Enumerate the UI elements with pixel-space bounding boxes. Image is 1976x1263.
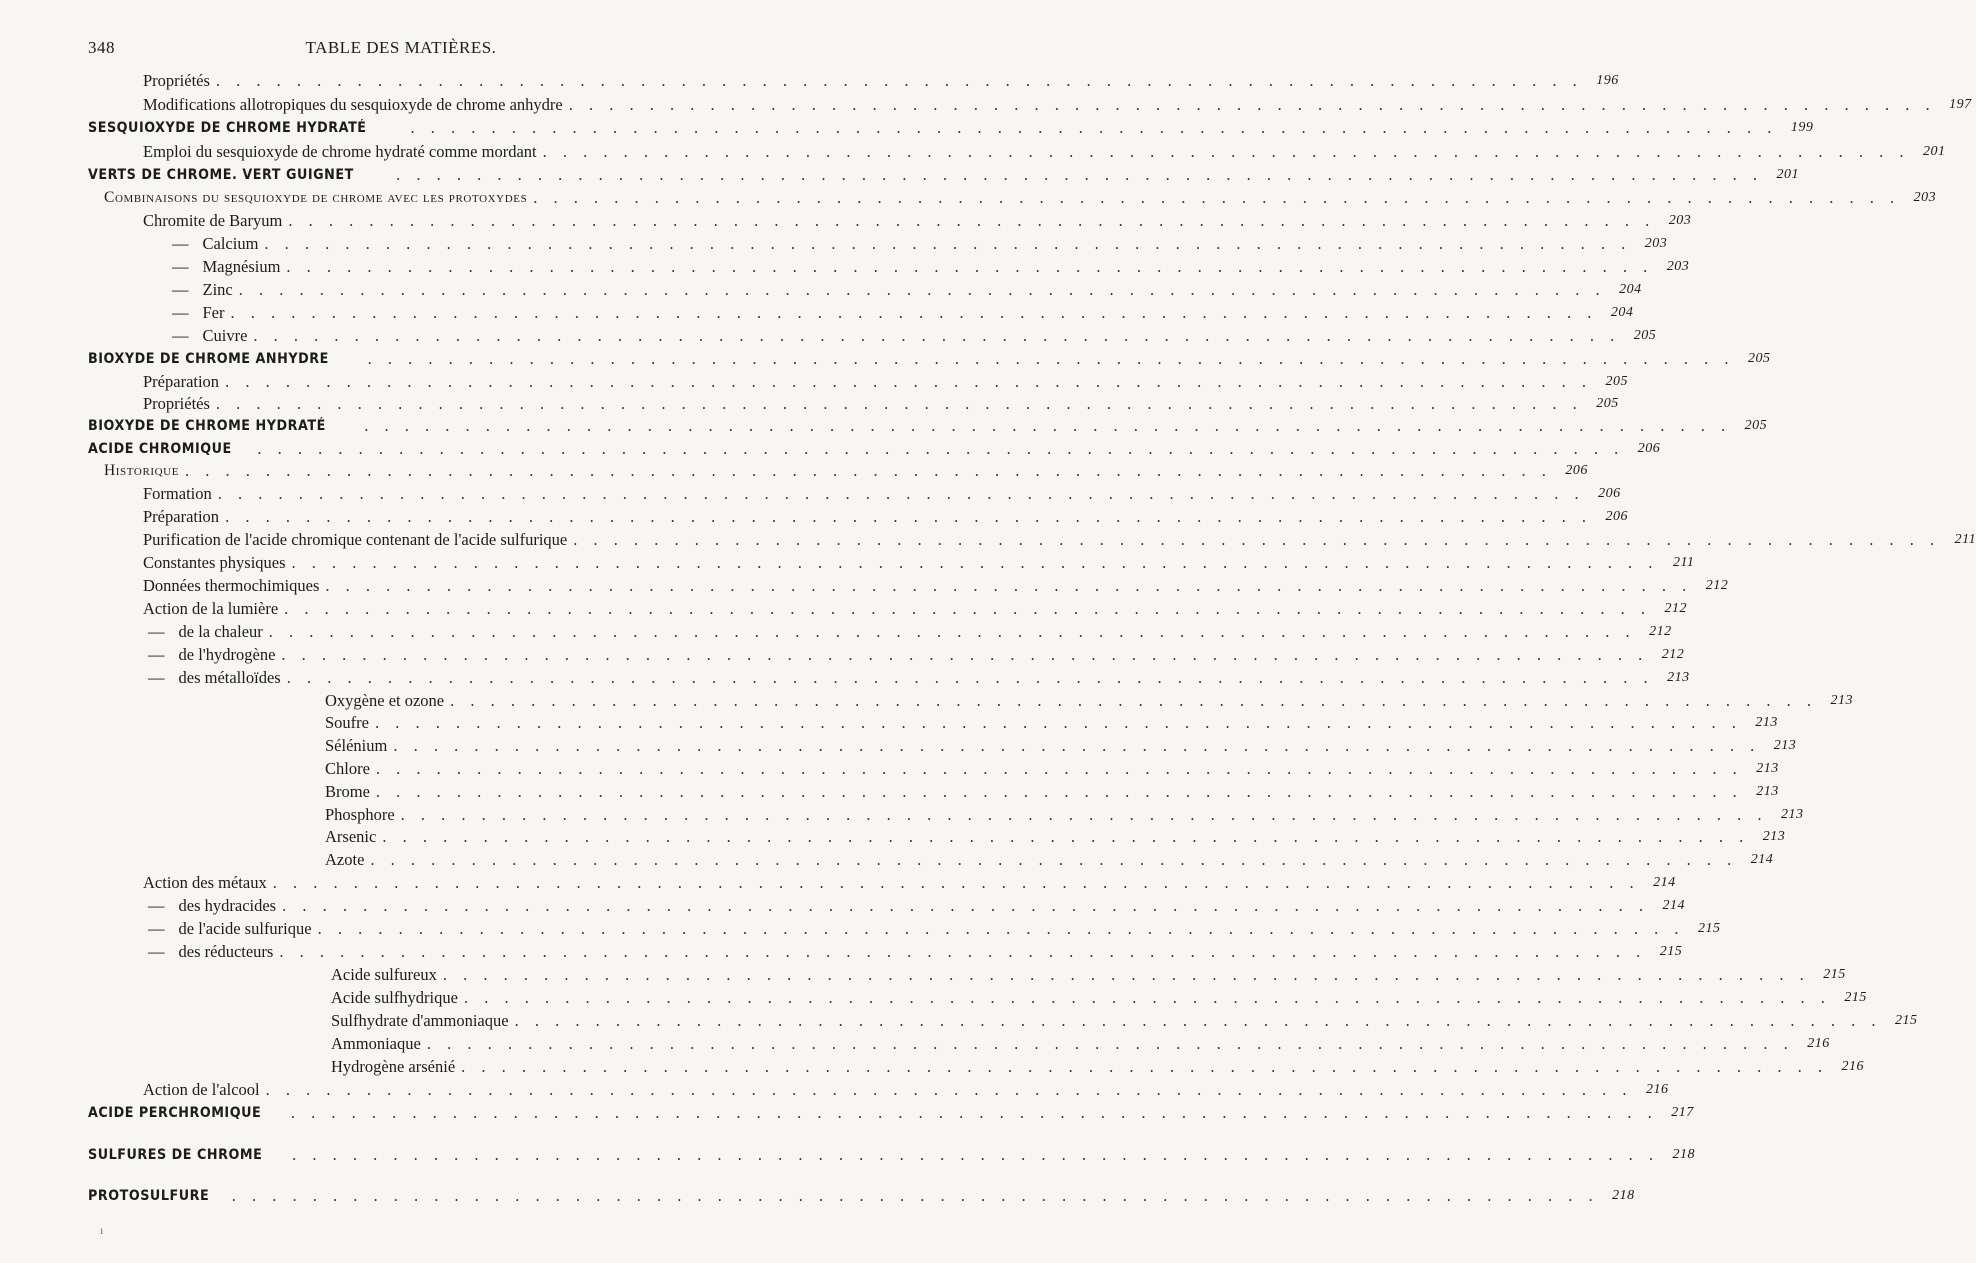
dot-leader: . . . . . . . . . . . . . . . . . . . . . . . . . . . . . . . . . . . . . . . . . . . . . . . . . . . . . . . . . . . . . . . . . . . . (215, 71, 1583, 90)
toc-entry (0, 209, 1692, 231)
entry-title: des hydracides (178, 896, 277, 915)
dot-leader: . . . . . . . . . . . . . . . . . . . . . . . . . . . . . . . . . . . . . . . . . . . . . . . . . . . . . . . . . . . . . . . . . . . . (284, 599, 1652, 618)
entry-title: Hydrogène arsénié (331, 1057, 456, 1076)
dot-leader: . . . . . . . . . . . . . . . . . . . . . . . . . . . . . . . . . . . . . . . . . . . . . . . . . . . . . . . . . . . . . . . . . . . . (450, 691, 1817, 710)
margin-mark: ı (100, 1223, 104, 1237)
toc-heading (0, 347, 1771, 369)
page-reference: 212 (1661, 647, 1685, 662)
entry-title: Chromite de Baryum (143, 211, 283, 230)
dot-leader: . . . . . . . . . . . . . . . . . . . . . . . . . . . . . . . . . . . . . . . . . . . . . . . . . . . . . . . . . . . . . . . . . . . . (382, 827, 1750, 846)
toc-entry (0, 848, 1774, 870)
toc-entry (0, 734, 1797, 756)
toc-entry (0, 1078, 1669, 1100)
toc-entry (0, 301, 1634, 323)
toc-subheading (0, 459, 1588, 481)
toc-heading (0, 116, 1814, 138)
entry-title: Oxygène et ozone (325, 691, 445, 710)
toc-entry (0, 689, 1853, 711)
page-reference: 203 (1913, 190, 1937, 205)
page-reference: 215 (1697, 921, 1721, 936)
page-reference: 215 (1844, 990, 1867, 1005)
dot-leader: . . . . . . . . . . . . . . . . . . . . . . . . . . . . . . . . . . . . . . . . . . . . . . . . . . . . . . . . . . . . . . . . . . . . (231, 1186, 1599, 1205)
toc-entry (0, 711, 1778, 733)
entry-title: Action de l'alcool (143, 1080, 260, 1099)
toc-entry (0, 370, 1628, 392)
toc-entry (0, 666, 1690, 688)
page-reference: 201 (1776, 167, 1799, 182)
entry-title: Arsenic (325, 827, 377, 846)
entry-title: de l'hydrogène (178, 645, 276, 664)
dot-leader: . . . . . . . . . . . . . . . . . . . . . . . . . . . . . . . . . . . . . . . . . . . . . . . . . . . . . . . . . . . . . . . . . . . . (225, 507, 1592, 526)
page-reference: 213 (1762, 829, 1786, 844)
ditto-dash: — (148, 622, 165, 641)
toc-entry (0, 986, 1867, 1008)
dot-leader: . . . . . . . . . . . . . . . . . . . . . . . . . . . . . . . . . . . . . . . . . . . . . . . . . . . . . . . . . . . . . . . . . . . . (514, 1011, 1882, 1030)
dot-leader: . . . . . . . . . . . . . . . . . . . . . . . . . . . . . . . . . . . . . . . . . . . . . . . . . . . . . . . . . . . . . . . . . . . . (396, 165, 1763, 184)
toc-entry (0, 482, 1621, 504)
toc-entry (0, 803, 1804, 825)
page-reference: 212 (1705, 578, 1729, 593)
entry-title: BIOXYDE DE CHROME ANHYDRE (88, 351, 329, 367)
page-reference: 203 (1644, 236, 1668, 251)
entry-title: SESQUIOXYDE DE CHROME HYDRATÉ (88, 120, 367, 136)
page-reference: 205 (1744, 418, 1768, 433)
page-reference: 196 (1596, 73, 1619, 88)
page-reference: 212 (1649, 624, 1672, 639)
entry-title: Préparation (143, 507, 220, 526)
page-reference: 197 (1949, 97, 1972, 112)
dot-leader: . . . . . . . . . . . . . . . . . . . . . . . . . . . . . . . . . . . . . . . . . . . . . . . . . . . . . . . . . . . . . . . . . . . . (265, 1080, 1633, 1099)
entry-title: Action des métaux (143, 873, 267, 892)
dot-leader: . . . . . . . . . . . . . . . . . . . . . . . . . . . . . . . . . . . . . . . . . . . . . . . . . . . . . . . . . . . . . . . . . . . . (375, 713, 1742, 732)
page-reference: 211 (1954, 532, 1976, 547)
entry-title: Emploi du sesquioxyde de chrome hydraté comme mordant (143, 142, 537, 161)
dot-leader: . . . . . . . . . . . . . . . . . . . . . . . . . . . . . . . . . . . . . . . . . . . . . . . . . . . . . . . . . . . . . . . . . . . . (370, 850, 1738, 869)
page-reference: 205 (1633, 328, 1657, 343)
running-title: TABLE DES MATIÈRES. (305, 38, 497, 57)
entry-title: Sélénium (325, 736, 388, 755)
toc-entry (0, 505, 1628, 527)
dot-leader: . . . . . . . . . . . . . . . . . . . . . . . . . . . . . . . . . . . . . . . . . . . . . . . . . . . . . . . . . . . . . . . . . . . . (217, 484, 1585, 503)
dot-leader: . . . . . . . . . . . . . . . . . . . . . . . . . . . . . . . . . . . . . . . . . . . . . . . . . . . . . . . . . . . . . . . . . . . . (281, 645, 1649, 664)
dot-leader: . . . . . . . . . . . . . . . . . . . . . . . . . . . . . . . . . . . . . . . . . . . . . . . . . . . . . . . . . . . . . . . . . . . . (400, 805, 1768, 824)
entry-title: Acide sulfureux (331, 965, 437, 984)
dot-leader: . . . . . . . . . . . . . . . . . . . . . . . . . . . . . . . . . . . . . . . . . . . . . . . . . . . . . . . . . . . . . . . . . . . . (238, 280, 1606, 299)
page-reference: 203 (1666, 259, 1690, 274)
ditto-dash: — (172, 234, 189, 253)
page-reference: 199 (1790, 120, 1814, 135)
entry-title: Sulfhydrate d'ammoniaque (331, 1011, 509, 1030)
entry-title: VERTS DE CHROME. VERT GUIGNET (88, 167, 354, 183)
entry-title: des réducteurs (178, 942, 274, 961)
dot-leader: . . . . . . . . . . . . . . . . . . . . . . . . . . . . . . . . . . . . . . . . . . . . . . . . . . . . . . . . . . . . . . . . . . . . (279, 942, 1647, 961)
page-reference: 205 (1748, 351, 1771, 366)
entry-title: de l'acide sulfurique (178, 919, 312, 938)
entry-title: Brome (325, 782, 370, 801)
page-reference: 214 (1662, 898, 1685, 913)
page-reference: 215 (1823, 967, 1846, 982)
toc-entry (0, 528, 1976, 550)
toc-entry (0, 140, 1946, 162)
dot-leader: . . . . . . . . . . . . . . . . . . . . . . . . . . . . . . . . . . . . . . . . . . . . . . . . . . . . . . . . . . . . . . . . . . . . (364, 416, 1732, 435)
dot-leader: . . . . . . . . . . . . . . . . . . . . . . . . . . . . . . . . . . . . . . . . . . . . . . . . . . . . . . . . . . . . . . . . . . . . (272, 873, 1640, 892)
page-reference: 212 (1664, 601, 1688, 616)
dot-leader: . . . . . . . . . . . . . . . . . . . . . . . . . . . . . . . . . . . . . . . . . . . . . . . . . . . . . . . . . . . . . . . . . . . . (282, 896, 1649, 915)
entry-title: Fer (202, 303, 225, 322)
page-reference: 216 (1807, 1036, 1830, 1051)
toc-entry (0, 574, 1729, 596)
page-reference: 206 (1565, 463, 1588, 478)
dot-leader: . . . . . . . . . . . . . . . . . . . . . . . . . . . . . . . . . . . . . . . . . . . . . . . . . . . . . . . . . . . . . . . . . . . . (286, 668, 1654, 687)
page-reference: 213 (1756, 761, 1779, 776)
dot-leader: . . . . . . . . . . . . . . . . . . . . . . . . . . . . . . . . . . . . . . . . . . . . . . . . . . . . . . . . . . . . . . . . . . . . (253, 326, 1621, 345)
page-header (88, 38, 714, 62)
entry-title: Acide sulfhydrique (331, 988, 458, 1007)
entry-title: Modifications allotropiques du sesquioxyde de chrome anhydre (143, 95, 563, 114)
toc-subheading (0, 186, 1937, 208)
ditto-dash: — (148, 896, 165, 915)
dot-leader: . . . . . . . . . . . . . . . . . . . . . . . . . . . . . . . . . . . . . . . . . . . . . . . . . . . . . . . . . . . . . . . . . . . . (185, 461, 1552, 480)
dot-leader: . . . . . . . . . . . . . . . . . . . . . . . . . . . . . . . . . . . . . . . . . . . . . . . . . . . . . . . . . . . . . . . . . . . . (568, 95, 1936, 114)
entry-title: Action de la lumière (143, 599, 279, 618)
dot-leader: . . . . . . . . . . . . . . . . . . . . . . . . . . . . . . . . . . . . . . . . . . . . . . . . . . . . . . . . . . . . . . . . . . . . (230, 303, 1598, 322)
page-reference: 211 (1672, 555, 1695, 570)
toc-entry (0, 93, 1972, 115)
toc-heading (0, 1184, 1635, 1206)
toc-entry (0, 392, 1619, 414)
ditto-dash: — (172, 257, 189, 276)
ditto-dash: — (172, 303, 189, 322)
toc-entry (0, 757, 1779, 779)
entry-title: Propriétés (143, 394, 210, 413)
entry-title: des métalloïdes (178, 668, 281, 687)
page-reference: 218 (1672, 1147, 1695, 1162)
toc-heading (0, 1101, 1694, 1123)
entry-title: Ammoniaque (331, 1034, 421, 1053)
ditto-dash: — (148, 942, 165, 961)
ditto-dash: — (172, 326, 189, 345)
page-reference: 213 (1830, 693, 1853, 708)
dot-leader: . . . . . . . . . . . . . . . . . . . . . . . . . . . . . . . . . . . . . . . . . . . . . . . . . . . . . . . . . . . . . . . . . . . . (426, 1034, 1794, 1053)
toc-entry (0, 963, 1846, 985)
toc-entry (0, 825, 1786, 847)
entry-title: Historique (104, 462, 180, 479)
entry-title: Préparation (143, 372, 220, 391)
dot-leader: . . . . . . . . . . . . . . . . . . . . . . . . . . . . . . . . . . . . . . . . . . . . . . . . . . . . . . . . . . . . . . . . . . . . (290, 1103, 1658, 1122)
entry-title: ACIDE PERCHROMIQUE (88, 1105, 262, 1121)
toc-entry (0, 597, 1688, 619)
entry-title: Propriétés (143, 71, 210, 90)
toc-entry (0, 278, 1642, 300)
toc-entry (0, 324, 1657, 346)
entry-title: Purification de l'acide chromique contenant de l'acide sulfurique (143, 530, 568, 549)
dot-leader: . . . . . . . . . . . . . . . . . . . . . . . . . . . . . . . . . . . . . . . . . . . . . . . . . . . . . . . . . . . . . . . . . . . . (542, 142, 1910, 161)
page-reference: 216 (1841, 1059, 1865, 1074)
dot-leader: . . . . . . . . . . . . . . . . . . . . . . . . . . . . . . . . . . . . . . . . . . . . . . . . . . . . . . . . . . . . . . . . . . . . (375, 782, 1743, 801)
page-reference: 214 (1653, 875, 1676, 890)
toc-entry (0, 871, 1676, 893)
entry-title: Formation (143, 484, 212, 503)
ditto-dash: — (148, 668, 165, 687)
page-reference: 218 (1612, 1188, 1635, 1203)
dot-leader: . . . . . . . . . . . . . . . . . . . . . . . . . . . . . . . . . . . . . . . . . . . . . . . . . . . . . . . . . . . . . . . . . . . . (286, 257, 1654, 276)
toc-entry (0, 620, 1672, 642)
ditto-dash: — (148, 919, 165, 938)
page-reference: 213 (1667, 670, 1690, 685)
entry-title: Phosphore (325, 805, 395, 824)
dot-leader: . . . . . . . . . . . . . . . . . . . . . . . . . . . . . . . . . . . . . . . . . . . . . . . . . . . . . . . . . . . . . . . . . . . . (317, 919, 1685, 938)
page-reference: 201 (1922, 144, 1946, 159)
dot-leader: . . . . . . . . . . . . . . . . . . . . . . . . . . . . . . . . . . . . . . . . . . . . . . . . . . . . . . . . . . . . . . . . . . . . (463, 988, 1831, 1007)
toc-heading (0, 437, 1661, 459)
toc-entry (0, 780, 1779, 802)
page-reference: 206 (1605, 509, 1628, 524)
toc-entry (0, 894, 1685, 916)
dot-leader: . . . . . . . . . . . . . . . . . . . . . . . . . . . . . . . . . . . . . . . . . . . . . . . . . . . . . . . . . . . . . . . . . . . . (533, 188, 1901, 207)
entry-title: Constantes physiques (143, 553, 286, 572)
toc-entry (0, 643, 1685, 665)
entry-title: Azote (325, 850, 365, 869)
toc-entry (0, 1009, 1918, 1031)
dot-leader: . . . . . . . . . . . . . . . . . . . . . . . . . . . . . . . . . . . . . . . . . . . . . . . . . . . . . . . . . . . . . . . . . . . . (225, 372, 1592, 391)
page-reference: 214 (1750, 852, 1774, 867)
entry-title: Soufre (325, 713, 369, 732)
dot-leader: . . . . . . . . . . . . . . . . . . . . . . . . . . . . . . . . . . . . . . . . . . . . . . . . . . . . . . . . . . . . . . . . . . . . (264, 234, 1632, 253)
entry-title: Chlore (325, 759, 370, 778)
toc-entry (0, 940, 1683, 962)
page-reference: 205 (1596, 396, 1619, 411)
page-reference: 206 (1637, 441, 1661, 456)
toc-heading (0, 414, 1768, 436)
toc-heading (0, 163, 1799, 185)
dot-leader: . . . . . . . . . . . . . . . . . . . . . . . . . . . . . . . . . . . . . . . . . . . . . . . . . . . . . . . . . . . . . . . . . . . . (268, 622, 1636, 641)
entry-title: Magnésium (202, 257, 281, 276)
page-reference: 215 (1894, 1013, 1918, 1028)
dot-leader: . . . . . . . . . . . . . . . . . . . . . . . . . . . . . . . . . . . . . . . . . . . . . . . . . . . . . . . . . . . . . . . . . . . . (288, 211, 1656, 230)
page-number: 348 (88, 38, 115, 57)
page-reference: 204 (1610, 305, 1634, 320)
toc-entry (0, 917, 1721, 939)
toc-entry (0, 232, 1668, 254)
dot-leader: . . . . . . . . . . . . . . . . . . . . . . . . . . . . . . . . . . . . . . . . . . . . . . . . . . . . . . . . . . . . . . . . . . . . (325, 576, 1693, 595)
dot-leader: . . . . . . . . . . . . . . . . . . . . . . . . . . . . . . . . . . . . . . . . . . . . . . . . . . . . . . . . . . . . . . . . . . . . (442, 965, 1810, 984)
entry-title: ACIDE CHROMIQUE (88, 441, 232, 457)
dot-leader: . . . . . . . . . . . . . . . . . . . . . . . . . . . . . . . . . . . . . . . . . . . . . . . . . . . . . . . . . . . . . . . . . . . . (393, 736, 1761, 755)
dot-leader: . . . . . . . . . . . . . . . . . . . . . . . . . . . . . . . . . . . . . . . . . . . . . . . . . . . . . . . . . . . . . . . . . . . . (461, 1057, 1829, 1076)
toc-entry (0, 551, 1695, 573)
ditto-dash: — (172, 280, 189, 299)
toc-heading (0, 1143, 1695, 1165)
dot-leader: . . . . . . . . . . . . . . . . . . . . . . . . . . . . . . . . . . . . . . . . . . . . . . . . . . . . . . . . . . . . . . . . . . . . (215, 394, 1583, 413)
page-reference: 217 (1671, 1105, 1694, 1120)
entry-title: Combinaisons du sesquioxyde de chrome avec les protoxydes (104, 189, 528, 206)
entry-title: de la chaleur (178, 622, 263, 641)
page-reference: 205 (1605, 374, 1628, 389)
page-reference: 213 (1756, 784, 1779, 799)
dot-leader: . . . . . . . . . . . . . . . . . . . . . . . . . . . . . . . . . . . . . . . . . . . . . . . . . . . . . . . . . . . . . . . . . . . . (291, 553, 1659, 572)
toc-entry (0, 1055, 1865, 1077)
dot-leader: . . . . . . . . . . . . . . . . . . . . . . . . . . . . . . . . . . . . . . . . . . . . . . . . . . . . . . . . . . . . . . . . . . . . (375, 759, 1743, 778)
page-reference: 204 (1619, 282, 1642, 297)
entry-title: Zinc (202, 280, 233, 299)
page-reference: 213 (1755, 715, 1778, 730)
dot-leader: . . . . . . . . . . . . . . . . . . . . . . . . . . . . . . . . . . . . . . . . . . . . . . . . . . . . . . . . . . . . . . . . . . . . (410, 118, 1778, 137)
dot-leader: . . . . . . . . . . . . . . . . . . . . . . . . . . . . . . . . . . . . . . . . . . . . . . . . . . . . . . . . . . . . . . . . . . . . (367, 349, 1735, 368)
entry-title: Données thermochimiques (143, 576, 320, 595)
dot-leader: . . . . . . . . . . . . . . . . . . . . . . . . . . . . . . . . . . . . . . . . . . . . . . . . . . . . . . . . . . . . . . . . . . . . (292, 1145, 1659, 1164)
toc-entry (0, 1032, 1830, 1054)
page-reference: 213 (1781, 807, 1804, 822)
page-reference: 216 (1645, 1082, 1669, 1097)
entry-title: Calcium (202, 234, 259, 253)
toc-entry (0, 255, 1690, 277)
entry-title: BIOXYDE DE CHROME HYDRATÉ (88, 418, 326, 434)
entry-title: Cuivre (202, 326, 248, 345)
dot-leader: . . . . . . . . . . . . . . . . . . . . . . . . . . . . . . . . . . . . . . . . . . . . . . . . . . . . . . . . . . . . . . . . . . . . (573, 530, 1941, 549)
page-reference: 215 (1659, 944, 1683, 959)
page-reference: 213 (1773, 738, 1797, 753)
page-reference: 206 (1598, 486, 1621, 501)
entry-title: PROTOSULFURE (88, 1188, 210, 1204)
page-reference: 203 (1668, 213, 1692, 228)
toc-entry (0, 69, 1619, 91)
entry-title: SULFURES DE CHROME (88, 1147, 263, 1163)
ditto-dash: — (148, 645, 165, 664)
dot-leader: . . . . . . . . . . . . . . . . . . . . . . . . . . . . . . . . . . . . . . . . . . . . . . . . . . . . . . . . . . . . . . . . . . . . (257, 439, 1625, 458)
